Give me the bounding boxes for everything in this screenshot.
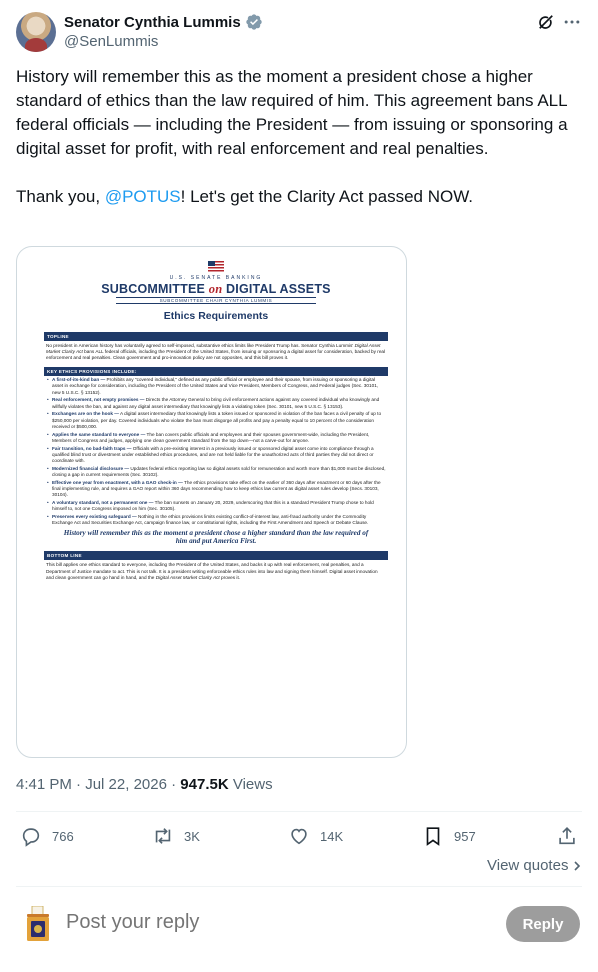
doc-subcommittee-title: SUBCOMMITTEE on DIGITAL ASSETS — [101, 282, 331, 296]
doc-provision-item: • Fair transition, no bad-faith traps — Officials with a pre-existing interest in a previously issued or sponsored digital asset come into compliance through a qualified blind trust or divestment under established ethics procedures, and are not held liable for the unauthorized acts of third parties they did not direct or coordinate with. — [44, 446, 388, 465]
doc-topline-text: No president in American history has voluntarily agreed to self-imposed, substantive ethics limits like President Trump has. Senator Cynthia Lummis' Digital Asset Market Clarity Act bans ALL federal officials, including the President of the United States, from issuing or sponsoring a digital asset for consideration, backed by real enforcement and real penalties. Clean government and pro-innovation policy are not opposites, and this bill proves it. — [46, 343, 386, 361]
doc-quote: History will remember this as the moment a president chose a higher standard than the law required of him and put America First. — [63, 529, 369, 546]
tweet-paragraph: History will remember this as the moment a president chose a higher standard of ethics than the law required of him. This agreement bans ALL federal officials — including the President — from issuing or sponsoring a digital asset for profit, with real enforcement and real penalties. — [16, 67, 568, 158]
tweet-timestamp: 4:41 PM · Jul 22, 2026 · 947.5K Views — [16, 776, 273, 793]
doc-bottomline-text: This bill applies one ethics standard to everyone, including the President of the United States, and backs it up with real enforcement, real penalties, and a Department of Justice mandate to act. This is not talk. It is a president writing enforceable ethics rules into law and signing them himself. Digital asset innovation and clean government can go hand in hand, and the Digital Asset Market Clarity Act proves it. — [46, 562, 378, 580]
repost-icon — [152, 825, 174, 847]
ballot-box-avatar-icon[interactable] — [24, 906, 52, 942]
doc-provision-item: • Modernized financial disclosure — Updates federal ethics reporting law so digital assets sold for remuneration and worth more than $1,000 must be disclosed, closing a gap in current requirements (Sec. 30102). — [44, 466, 388, 478]
thanks-suffix: ! Let's get the Clarity Act passed NOW. — [180, 187, 474, 206]
mention-link[interactable]: @POTUS — [104, 187, 181, 206]
tweet-header — [16, 12, 582, 54]
author-handle[interactable]: @SenLummis — [64, 33, 159, 50]
reply-count: 766 — [52, 828, 74, 844]
reply-button[interactable]: Reply — [506, 906, 580, 942]
chevron-right-icon — [572, 860, 582, 872]
divider — [16, 886, 582, 887]
author-display-name[interactable]: Senator Cynthia Lummis — [64, 13, 241, 31]
doc-provision-item: • A voluntary standard, not a permanent one — The ban sunsets on January 20, 2029, underscoring that this is a standard President Trump chose to hold himself to, not one Congress imposed on him (Sec. 30105). — [44, 500, 388, 512]
grok-icon[interactable] — [536, 12, 556, 32]
doc-provision-item: • Real enforcement, not empty promises — Directs the Attorney General to bring civil enforcement actions against any covered individual who knowingly and willfully violates the ban, and against any digital asset intermediary that knowingly lists a violating token (Sec. 30101, new 5 U.S.C. § 13153). — [44, 397, 388, 409]
doc-senate-label: U.S. SENATE BANKING — [169, 275, 263, 281]
views-count: 947.5K — [180, 776, 229, 793]
reply-icon — [20, 825, 42, 847]
heart-icon — [288, 825, 310, 847]
doc-bottomline-bar: BOTTOM LINE — [44, 551, 388, 560]
doc-chair-label: SUBCOMMITTEE CHAIR CYNTHIA LUMMIS — [116, 297, 316, 304]
doc-title: Ethics Requirements — [163, 310, 269, 322]
ethics-document — [44, 261, 388, 581]
doc-provision-item: • Effective one year from enactment, with a GAO check-in — The ethics provisions take effect on the earlier of 360 days after enactment or 60 days after the final implementing rule, and requires a GAO report within 360 days recommending how to keep ethics law current as digital asset rules develop (Secs. 30103, 30104). — [44, 480, 388, 499]
bookmark-count: 957 — [454, 828, 476, 844]
like-action[interactable] — [288, 822, 343, 850]
tweet-time[interactable]: 4:41 PM — [16, 776, 72, 793]
share-icon — [556, 825, 578, 847]
bookmark-action[interactable] — [422, 822, 476, 850]
doc-topline-bar: TOPLINE — [44, 332, 388, 341]
reply-input[interactable] — [66, 911, 446, 934]
reply-action[interactable] — [20, 822, 74, 850]
divider — [16, 811, 582, 812]
views-label: Views — [232, 776, 273, 793]
more-options-icon[interactable] — [562, 12, 582, 32]
action-bar — [16, 822, 582, 850]
tweet-date[interactable]: Jul 22, 2026 — [85, 776, 167, 793]
doc-provision-item: • Exchanges are on the hook — A digital asset intermediary that knowingly lists a token issued or sponsored in violation of the ban faces a civil penalty of up to $250,000 per violation, per day. Covered individuals who violate the ban must disgorge all profits and pay a penalty equal to 10 percent of the consideration received or $500,000. — [44, 411, 388, 430]
tweet-thanks-line — [16, 185, 582, 209]
author-name-row — [64, 12, 263, 32]
media-image[interactable] — [16, 246, 407, 758]
repost-action[interactable] — [152, 822, 200, 850]
reply-composer — [16, 900, 582, 950]
repost-count: 3K — [184, 828, 200, 844]
doc-provision-item: • Applies the same standard to everyone — The ban covers public officials and employees and their spouses government-wide, including the President, Members of Congress and judges, applying one clean government standard from the top down—not a carve-out for anyone. — [44, 432, 388, 444]
doc-provisions-bar: KEY ETHICS PROVISIONS INCLUDE: — [44, 367, 388, 376]
share-action[interactable] — [556, 822, 578, 850]
doc-provisions-list — [44, 377, 388, 526]
senate-flag-icon — [208, 261, 224, 273]
thanks-prefix: Thank you, — [16, 187, 105, 206]
like-count: 14K — [320, 828, 344, 844]
view-quotes-link[interactable] — [487, 857, 582, 874]
bookmark-icon — [422, 825, 444, 847]
view-quotes-label: View quotes — [487, 857, 569, 874]
author-avatar[interactable] — [16, 12, 56, 52]
verified-badge-icon — [245, 13, 263, 31]
doc-provision-item: • A first-of-its-kind ban — Prohibits any "covered individual," defined as any public official or employee and their spouse, from issuing or sponsoring a digital asset in exchange for consideration, including the President of the United States and Vice President, Members of Congress, and Federal judges (Sec. 30101, new 5 U.S.C. § 13152). — [44, 377, 388, 396]
doc-provision-item: • Preserves every existing safeguard — Nothing in the ethics provisions limits existing conflict-of-interest law, anti-fraud authority under the Commodity Exchange Act and Securities Exchange Act, campaign finance law, or constitutional rights, including the First Amendment and Speech or Debate Clause. — [44, 514, 388, 526]
tweet-text — [16, 65, 582, 209]
